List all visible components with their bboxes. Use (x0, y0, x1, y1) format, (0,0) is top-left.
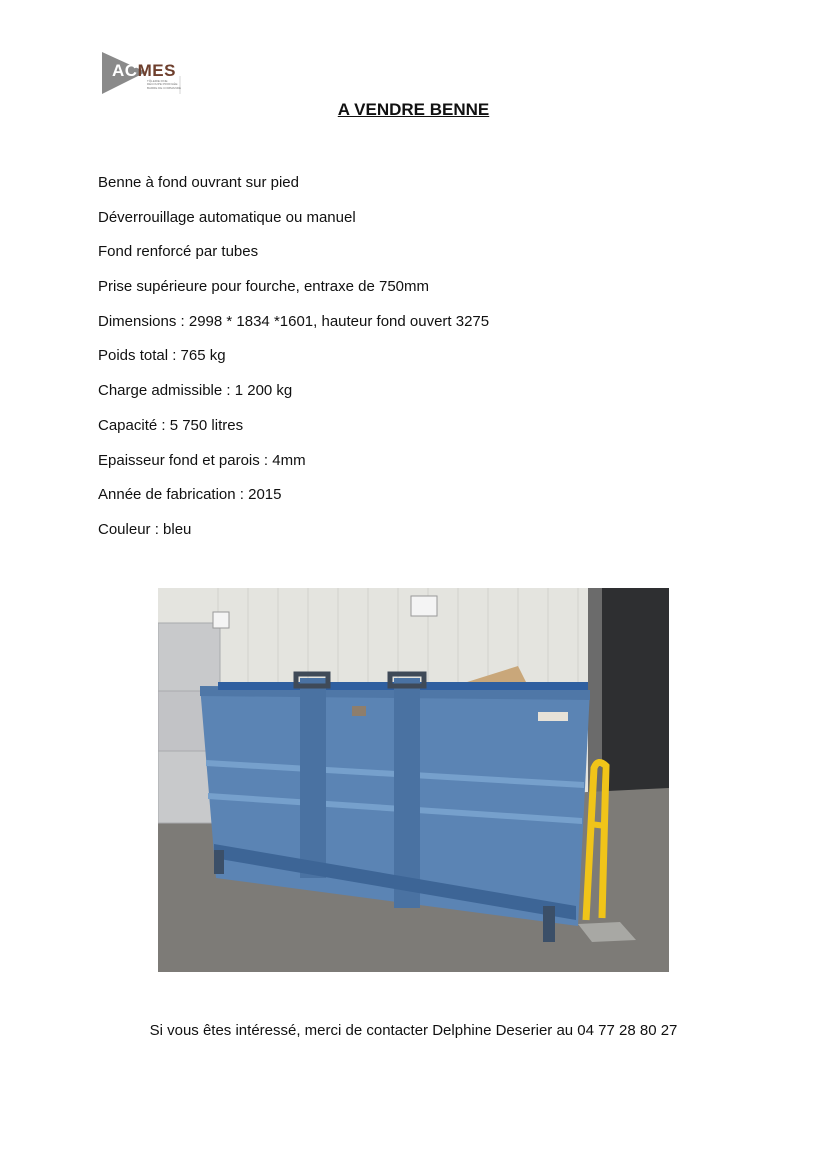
logo-wordmark (112, 61, 176, 81)
spec-list (98, 173, 489, 555)
acmes-logo (102, 52, 186, 96)
spec-item: Année de fabrication : 2015 (98, 486, 282, 504)
spec-item: Epaisseur fond et parois : 4mm (98, 451, 306, 469)
spec-item: Prise supérieure pour fourche, entraxe de 750mm (98, 278, 430, 296)
spec-item: Dimensions : 2998 * 1834 *1601, hauteur fond ouvert 3275 (98, 312, 490, 330)
spec-item: Poids total : 765 kg (98, 347, 226, 365)
spec-item: Fond renforcé par tubes (98, 243, 259, 261)
contact-info: Si vous êtes intéressé, merci de contacter Delphine Deserier au 04 77 28 80 27 (149, 1022, 678, 1039)
logo-tagline (147, 80, 187, 90)
spec-item: Charge admissible : 1 200 kg (98, 382, 293, 400)
spec-item: Déverrouillage automatique ou manuel (98, 208, 356, 226)
page-title: A VENDRE BENNE (337, 100, 490, 119)
product-photo (158, 588, 669, 972)
logo-tagline-line: TÔLERIE FINE (147, 79, 168, 83)
spec-item: Couleur : bleu (98, 520, 192, 538)
logo-text-mes: MES (137, 61, 176, 80)
logo-text-ac: AC (112, 61, 138, 80)
spec-item: Capacité : 5 750 litres (98, 416, 244, 434)
logo-tagline-line: DÉCOUPE PROFILÉE (147, 82, 178, 87)
spec-item: Benne à fond ouvrant sur pied (98, 174, 299, 191)
skip-container-illustration (158, 588, 669, 972)
logo-tagline-line: BARRE DE COMMANDE (147, 85, 182, 90)
